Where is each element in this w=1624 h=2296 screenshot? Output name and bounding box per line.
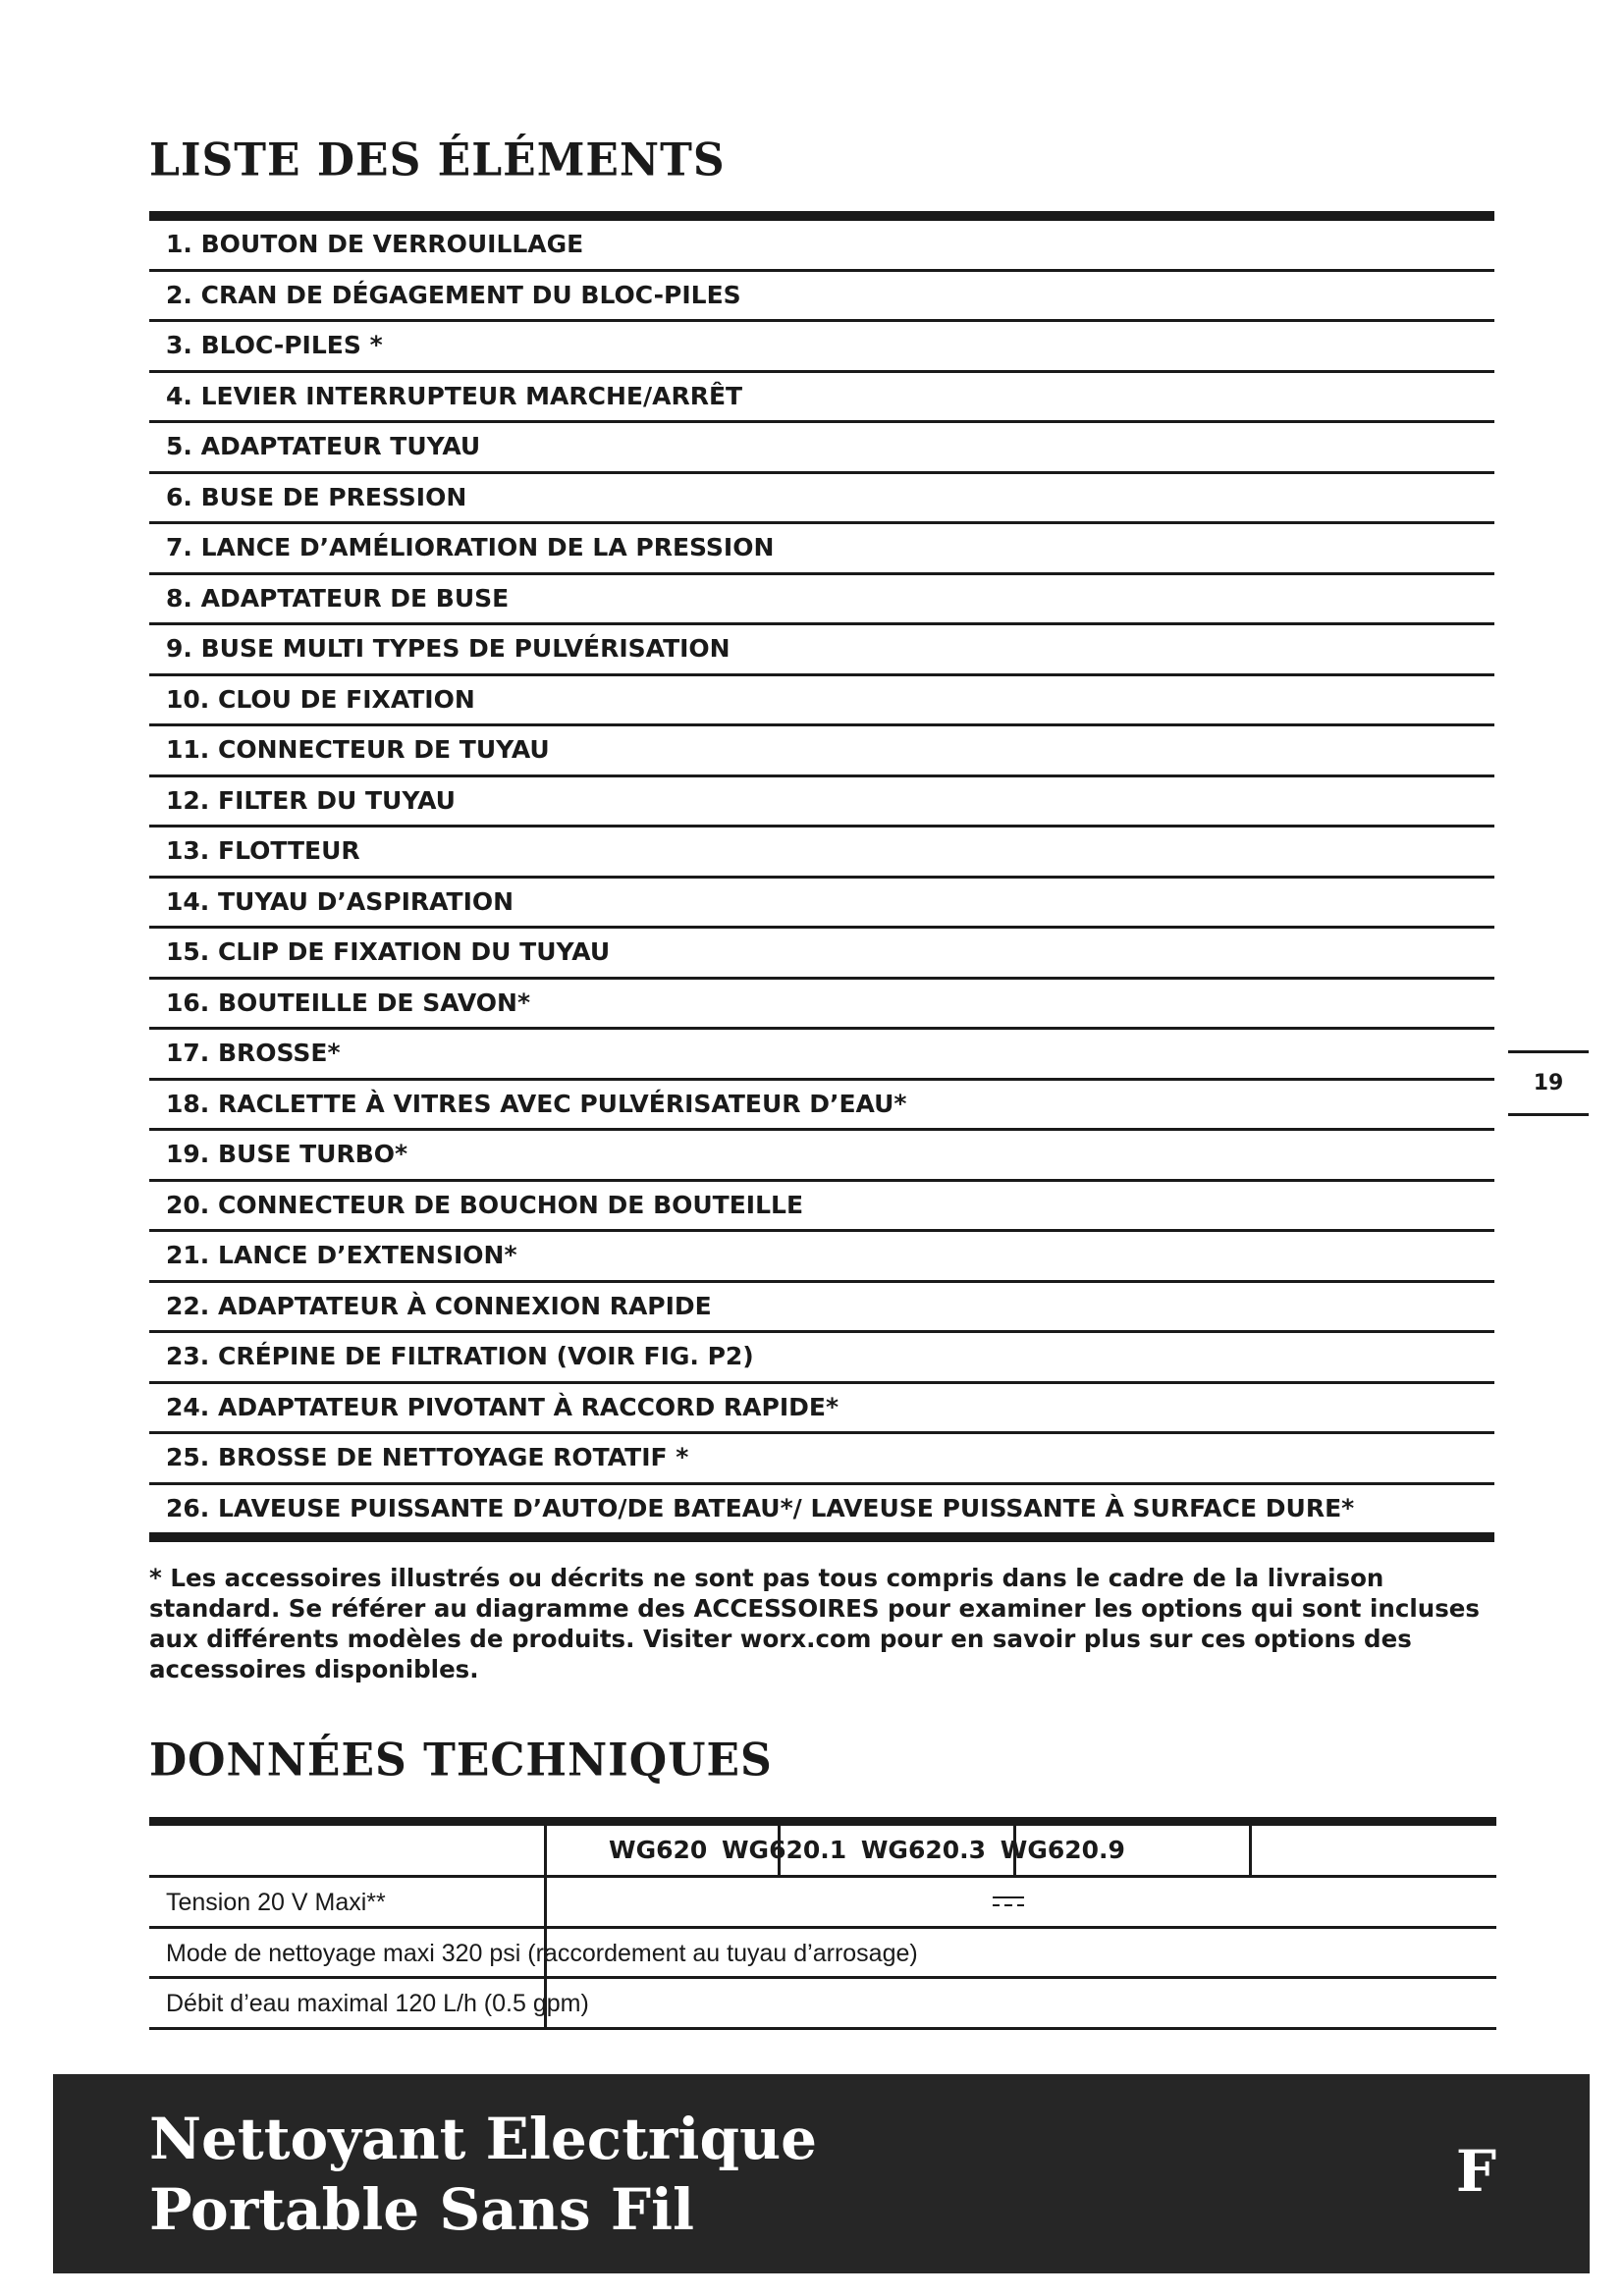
list-item: 8. ADAPTATEUR DE BUSE [149,575,1494,626]
list-item: 7. LANCE D’AMÉLIORATION DE LA PRESSION [149,524,1494,575]
spec-table-top-rule [149,1817,1496,1826]
dc-current-icon [992,1894,1025,1909]
list-item: 3. BLOC-PILES * [149,322,1494,373]
parts-list-title: LISTE DES ÉLÉMENTS [149,133,726,187]
list-item: 6. BUSE DE PRESSION [149,474,1494,525]
list-item: 11. CONNECTEUR DE TUYAU [149,726,1494,777]
product-title [149,2104,817,2245]
list-item: 22. ADAPTATEUR À CONNEXION RAPIDE [149,1283,1494,1334]
product-title-line-1: Nettoyant Electrique [149,2106,818,2172]
column-divider [544,1826,547,1875]
list-item: 12. FILTER DU TUYAU [149,777,1494,828]
list-item: 17. BROSSE* [149,1030,1494,1081]
table-row [149,1929,1496,1980]
list-item: 25. BROSSE DE NETTOYAGE ROTATIF * [149,1434,1494,1485]
list-item: 16. BOUTEILLE DE SAVON* [149,980,1494,1031]
model-numbers: WG620 WG620.1 WG620.3 WG620.9 [609,1836,1125,1864]
list-item: 4. LEVIER INTERRUPTEUR MARCHE/ARRÊT [149,373,1494,424]
list-item: 1. BOUTON DE VERROUILLAGE [149,221,1494,272]
spec-cleaning-mode: Mode de nettoyage maxi 320 psi (raccordement au tuyau d’arrosage) [166,1939,918,1967]
language-letter: F [1455,2138,1496,2205]
list-item: 23. CRÉPINE DE FILTRATION (VOIR FIG. P2) [149,1333,1494,1384]
parts-list [149,211,1494,1542]
accessories-footnote: * Les accessoires illustrés ou décrits ne sont pas tous compris dans le cadre de la livraison standard. Se référer au diagramme des ACCESSOIRES pour examiner les options qui sont incluses aux différents modèles de produits. Visiter worx.com pour en savoir plus sur ces options des accessoires disponibles. [149,1564,1480,1683]
product-title-line-2: Portable Sans Fil [149,2176,695,2243]
list-item: 14. TUYAU D’ASPIRATION [149,879,1494,930]
list-item: 2. CRAN DE DÉGAGEMENT DU BLOC-PILES [149,272,1494,323]
list-item: 21. LANCE D’EXTENSION* [149,1232,1494,1283]
page-number: 19 [1508,1050,1589,1116]
footer-band [53,2074,1590,2273]
tech-data-title: DONNÉES TECHNIQUES [149,1734,773,1788]
column-divider [1249,1826,1252,1875]
list-item: 20. CONNECTEUR DE BOUCHON DE BOUTEILLE [149,1182,1494,1233]
list-item: 19. BUSE TURBO* [149,1131,1494,1182]
spec-water-flow: Débit d’eau maximal 120 L/h (0.5 gpm) [166,1990,589,2017]
list-item: 13. FLOTTEUR [149,828,1494,879]
table-row [149,1878,1496,1929]
table-row [149,1979,1496,2030]
list-item: 26. LAVEUSE PUISSANTE D’AUTO/DE BATEAU*/ LAVEUSE PUISSANTE À SURFACE DURE* [149,1485,1494,1543]
list-item: 18. RACLETTE À VITRES AVEC PULVÉRISATEUR D’EAU* [149,1081,1494,1132]
list-item: 24. ADAPTATEUR PIVOTANT À RACCORD RAPIDE* [149,1384,1494,1435]
column-divider [544,1878,547,1926]
list-item: 9. BUSE MULTI TYPES DE PULVÉRISATION [149,625,1494,676]
list-item: 15. CLIP DE FIXATION DU TUYAU [149,929,1494,980]
list-item: 10. CLOU DE FIXATION [149,676,1494,727]
spec-table [149,1817,1496,2030]
spec-voltage: Tension 20 V Maxi** [166,1889,386,1916]
parts-list-top-rule [149,211,1494,221]
list-item: 5. ADAPTATEUR TUYAU [149,423,1494,474]
spec-table-header [149,1826,1496,1878]
